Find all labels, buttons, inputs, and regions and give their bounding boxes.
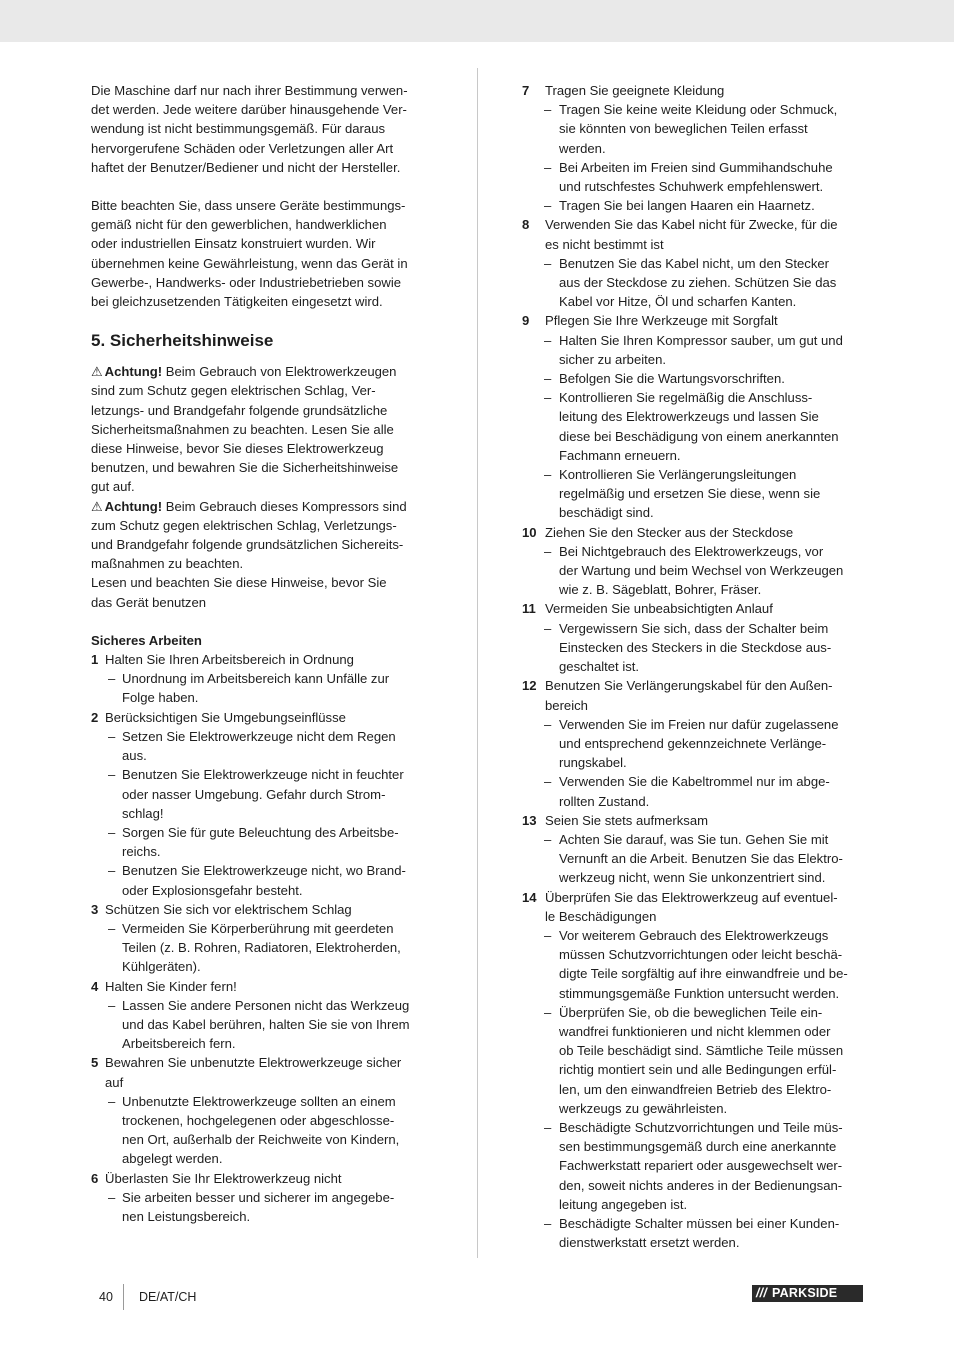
list-item-number: 13 (522, 812, 537, 828)
list-item-number: 10 (522, 524, 537, 540)
bullet-item: – Befolgen Sie die Wartungsvorschriften. (522, 369, 867, 388)
dash-bullet-icon: – (544, 1215, 552, 1231)
dash-bullet-icon: – (108, 671, 116, 687)
list-item-title: 2 Berücksichtigen Sie Umgebungseinflüsse (91, 708, 436, 727)
list-item (522, 676, 867, 810)
dash-bullet-icon: – (544, 102, 552, 118)
dash-bullet-icon: – (544, 371, 552, 387)
dash-bullet-icon: – (108, 824, 116, 840)
list-item-number: 12 (522, 678, 537, 694)
warning-paragraph-2 (91, 497, 436, 612)
bullet-item: – Beschädigte Schutzvorrichtungen und Teile müs- sen bestimmungsgemäß durch eine anerkannte Fachwerkstatt repariert oder ausgewechselt wer- den, soweit nichts anderes in der Bedienungsan- leitung angegeben ist. (544, 1119, 843, 1212)
bullet-item: – Kontrollieren Sie Verlängerungsleitungen regelmäßig und ersetzen Sie diese, wenn sie beschädigt sind. (544, 467, 821, 521)
dash-bullet-icon: – (544, 543, 552, 559)
bullet-item: – Verwenden Sie im Freien nur dafür zugelassene und entsprechend gekennzeichnete Verlänge- rungskabel. (544, 716, 839, 771)
bullet-item: – Lassen Sie andere Personen nicht das Werkzeug und das Kabel berühren, halten Sie sie von Ihrem Arbeitsbereich fern. (108, 997, 410, 1052)
dash-bullet-icon: – (544, 467, 552, 483)
list-item-title: 7 Tragen Sie geeignete Kleidung (522, 81, 867, 100)
list-item-number: 2 (91, 709, 99, 725)
bullet-item: – Überprüfen Sie, ob die beweglichen Teile ein- wandfrei funktionieren und nicht klemmen oder ob Teile beschädigt sind. Sämtliche Teile müssen richtig montiert sein und alle Bedingungen erfül- len, um den einwandfreien Betrieb des Elektro- werkzeugs zu gewährleisten. (544, 1004, 844, 1116)
bullet-list (91, 919, 436, 977)
bullet-item: – Halten Sie Ihren Kompressor sauber, um gut und sicher zu arbeiten. (544, 332, 843, 367)
bullet-list (522, 830, 867, 888)
bullet-item: – Vergewissern Sie sich, dass der Schalter beim Einstecken des Steckers in die Steckdose aus- geschaltet ist. (544, 620, 832, 675)
list-item (522, 599, 867, 676)
warning-label: Achtung! (104, 498, 163, 514)
list-item-number: 8 (522, 217, 530, 233)
dash-bullet-icon: – (108, 920, 116, 936)
list-item (91, 1169, 436, 1227)
bullet-item: – Sie arbeiten besser und sicherer im angegebe- nen Leistungsbereich. (108, 1189, 395, 1224)
list-item-title: 9 Pflegen Sie Ihre Werkzeuge mit Sorgfalt (522, 311, 867, 330)
list-item-title: 4 Halten Sie Kinder fern! (91, 977, 436, 996)
parkside-logo (752, 1285, 863, 1302)
list-item (91, 650, 436, 708)
list-item (522, 888, 867, 1253)
list-item-title: 10 Ziehen Sie den Stecker aus der Steckdose (522, 523, 867, 542)
bullet-item: – Tragen Sie bei langen Haaren ein Haarnetz. (522, 196, 867, 215)
bullet-list (91, 996, 436, 1054)
bullet-item: – Sorgen Sie für gute Beleuchtung des Arbeitsbe- reichs. (108, 824, 399, 860)
bullet-item: – Tragen Sie keine weite Kleidung oder Schmuck, sie könnten von beweglichen Teilen erfasst werden. (544, 102, 838, 156)
bullet-item: – Benutzen Sie Elektrowerkzeuge nicht in feuchter oder nasser Umgebung. Gefahr durch Strom- schlag! (108, 767, 404, 821)
section-heading: 5. Sicherheitshinweise (91, 331, 274, 351)
list-item (91, 977, 436, 1054)
bullet-list (522, 926, 867, 1252)
list-item-number: 4 (91, 978, 99, 994)
list-item (522, 215, 867, 311)
warning-label: Achtung! (104, 364, 163, 380)
list-item-title: 14 Überprüfen Sie das Elektrowerkzeug auf eventuel- le Beschädigungen (522, 889, 838, 924)
list-item-title: 11 Vermeiden Sie unbeabsichtigten Anlauf (522, 599, 867, 618)
dash-bullet-icon: – (544, 831, 552, 847)
bullet-list (91, 727, 436, 900)
list-item-number: 5 (91, 1055, 99, 1071)
dash-bullet-icon: – (108, 1189, 116, 1205)
list-item-title: 1 Halten Sie Ihren Arbeitsbereich in Ordnung (91, 650, 436, 669)
bullet-item: – Kontrollieren Sie regelmäßig die Anschluss- leitung des Elektrowerkzeugs und lassen Sie diese bei Beschädigung von einem anerkannten Fachmann erneuern. (544, 390, 839, 463)
bullet-item: – Unordnung im Arbeitsbereich kann Unfälle zur Folge haben. (108, 671, 390, 706)
bullet-list (522, 619, 867, 677)
dash-bullet-icon: – (108, 1093, 116, 1109)
dash-bullet-icon: – (544, 774, 552, 790)
bullet-item: – Bei Arbeiten im Freien sind Gummihandschuhe und rutschfestes Schuhwerk empfehlenswert. (544, 159, 833, 195)
bullet-item: – Vermeiden Sie Körperberührung mit geerdeten Teilen (z. B. Rohren, Radiatoren, Elektroherden, Kühlgeräten). (108, 920, 401, 975)
bullet-item: – Verwenden Sie die Kabeltrommel nur im abge- rollten Zustand. (544, 774, 830, 809)
bullet-item: – Beschädigte Schalter müssen bei einer Kunden- dienstwerkstatt ersetzt werden. (544, 1215, 840, 1251)
bullet-list (522, 715, 867, 811)
dash-bullet-icon: – (108, 997, 116, 1013)
dash-bullet-icon: – (108, 863, 116, 879)
subheading-safe-work: Sicheres Arbeiten (91, 632, 202, 648)
list-item (91, 708, 436, 900)
dash-bullet-icon: – (108, 767, 116, 783)
header-bar (0, 0, 954, 42)
warning-triangle-icon: ⚠ (91, 498, 103, 514)
region-code: DE/AT/CH (139, 1290, 197, 1304)
list-item-number: 14 (522, 889, 537, 905)
bullet-item: – Unbenutzte Elektrowerkzeuge sollten an einem trockenen, hochgelegenen oder abgeschlosse- nen Ort, außerhalb der Reichweite von Kindern, abgelegt werden. (108, 1093, 400, 1167)
list-item (522, 811, 867, 888)
list-item (91, 900, 436, 977)
bullet-list (91, 669, 436, 707)
safety-list-right (522, 81, 867, 1252)
bullet-item: – Achten Sie darauf, was Sie tun. Gehen Sie mit Vernunft an die Arbeit. Benutzen Sie das Elektro- werkzeug nicht, wenn Sie unkonzentriert sind. (544, 831, 843, 886)
safety-list-left (91, 650, 436, 1226)
list-item (522, 81, 867, 215)
logo-text: PARKSIDE (772, 1286, 838, 1300)
list-item-number: 3 (91, 901, 99, 917)
logo-stripes-icon: /// (756, 1286, 768, 1300)
right-column (522, 81, 867, 1252)
warning-text-1: Beim Gebrauch von Elektrowerkzeugen sind zum Schutz gegen elektrischen Schlag, Ver- letzungs- und Brandgefahr folgende grundsätzliche Sicherheitsmaßnahmen zu beachten. Lesen Sie alle diese Hinweise, bevor Sie dieses Elektrowerkzeug benutzen, und bewahren Sie die Sicherheitshinweise gut auf. (91, 364, 399, 495)
dash-bullet-icon: – (544, 332, 552, 348)
list-item-number: 6 (91, 1170, 99, 1186)
left-column (91, 81, 436, 1226)
bullet-list (522, 542, 867, 600)
dash-bullet-icon: – (544, 390, 552, 406)
dash-bullet-icon: – (544, 927, 552, 943)
dash-bullet-icon: – (544, 1004, 552, 1020)
dash-bullet-icon: – (544, 716, 552, 732)
warning-paragraph-1 (91, 362, 436, 496)
list-item (522, 311, 867, 522)
bullet-list (522, 331, 867, 523)
dash-bullet-icon: – (544, 255, 552, 271)
intro-paragraph-1: Die Maschine darf nur nach ihrer Bestimmung verwen- det werden. Jede weitere darüber hinausgehende Ver- wendung ist nicht bestimmungsgemäß. Für daraus hervorgerufene Schäden oder Verletzungen aller Art haftet der Benutzer/Bediener und nicht der Hersteller. (91, 83, 408, 175)
warning-text-2: Beim Gebrauch dieses Kompressors sind zum Schutz gegen elektrischen Schlag, Verletzungs- und Brandgefahr folgende grundsätzlichen Sichereits- maßnahmen zu beachten. Lesen und beachten Sie diese Hinweise, bevor Sie das Gerät benutzen (91, 498, 407, 610)
list-item-number: 11 (522, 601, 536, 617)
list-item (91, 1053, 436, 1168)
footer-separator (123, 1284, 124, 1310)
list-item-title: 12 Benutzen Sie Verlängerungskabel für den Außen- bereich (522, 678, 833, 713)
bullet-list (522, 100, 867, 215)
intro-paragraph-2: Bitte beachten Sie, dass unsere Geräte bestimmungs- gemäß nicht für den gewerblichen, handwerklichen oder industriellen Einsatz konstruiert wurden. Wir übernehmen keine Gewährleistung, wenn das Gerät in Gewerbe-, Handwerks- oder Industriebetrieben sowie bei gleichzusetzenden Tätigkeiten eingesetzt wird. (91, 198, 408, 310)
dash-bullet-icon: – (544, 620, 552, 636)
bullet-list (91, 1188, 436, 1226)
list-item-title: 8 Verwenden Sie das Kabel nicht für Zwecke, für die es nicht bestimmt ist (522, 217, 838, 252)
page-number: 40 (99, 1290, 113, 1304)
bullet-list (522, 254, 867, 312)
bullet-item: – Benutzen Sie Elektrowerkzeuge nicht, wo Brand- oder Explosionsgefahr besteht. (108, 863, 406, 898)
list-item-title: 13 Seien Sie stets aufmerksam (522, 811, 867, 830)
list-item-number: 1 (91, 652, 99, 668)
bullet-item: – Bei Nichtgebrauch des Elektrowerkzeugs, vor der Wartung und beim Wechsel von Werkzeugen wie z. B. Sägeblatt, Bohrer, Fräser. (544, 543, 844, 598)
list-item-title: 3 Schützen Sie sich vor elektrischem Schlag (91, 900, 436, 919)
warning-triangle-icon: ⚠ (91, 364, 103, 380)
list-item-title: 5 Bewahren Sie unbenutzte Elektrowerkzeuge sicher auf (91, 1055, 402, 1090)
list-item (522, 523, 867, 600)
bullet-list (91, 1092, 436, 1169)
bullet-item: – Vor weiterem Gebrauch des Elektrowerkzeugs müssen Schutzvorrichtungen oder leicht beschä- digte Teile sorgfältig auf ihre einwandfreie und be- stimmungsgemäße Funktion untersucht werden. (544, 927, 848, 1001)
dash-bullet-icon: – (544, 198, 552, 214)
bullet-item: – Benutzen Sie das Kabel nicht, um den Stecker aus der Steckdose zu ziehen. Schützen Sie das Kabel vor Hitze, Öl und scharfen Kanten. (544, 255, 837, 310)
list-item-title: 6 Überlasten Sie Ihr Elektrowerkzeug nicht (91, 1169, 436, 1188)
dash-bullet-icon: – (108, 728, 116, 744)
bullet-item: – Setzen Sie Elektrowerkzeuge nicht dem Regen aus. (108, 728, 396, 764)
list-item-number: 7 (522, 83, 530, 98)
list-item-number: 9 (522, 313, 530, 329)
dash-bullet-icon: – (544, 159, 552, 175)
column-divider (477, 68, 478, 1258)
dash-bullet-icon: – (544, 1119, 552, 1135)
